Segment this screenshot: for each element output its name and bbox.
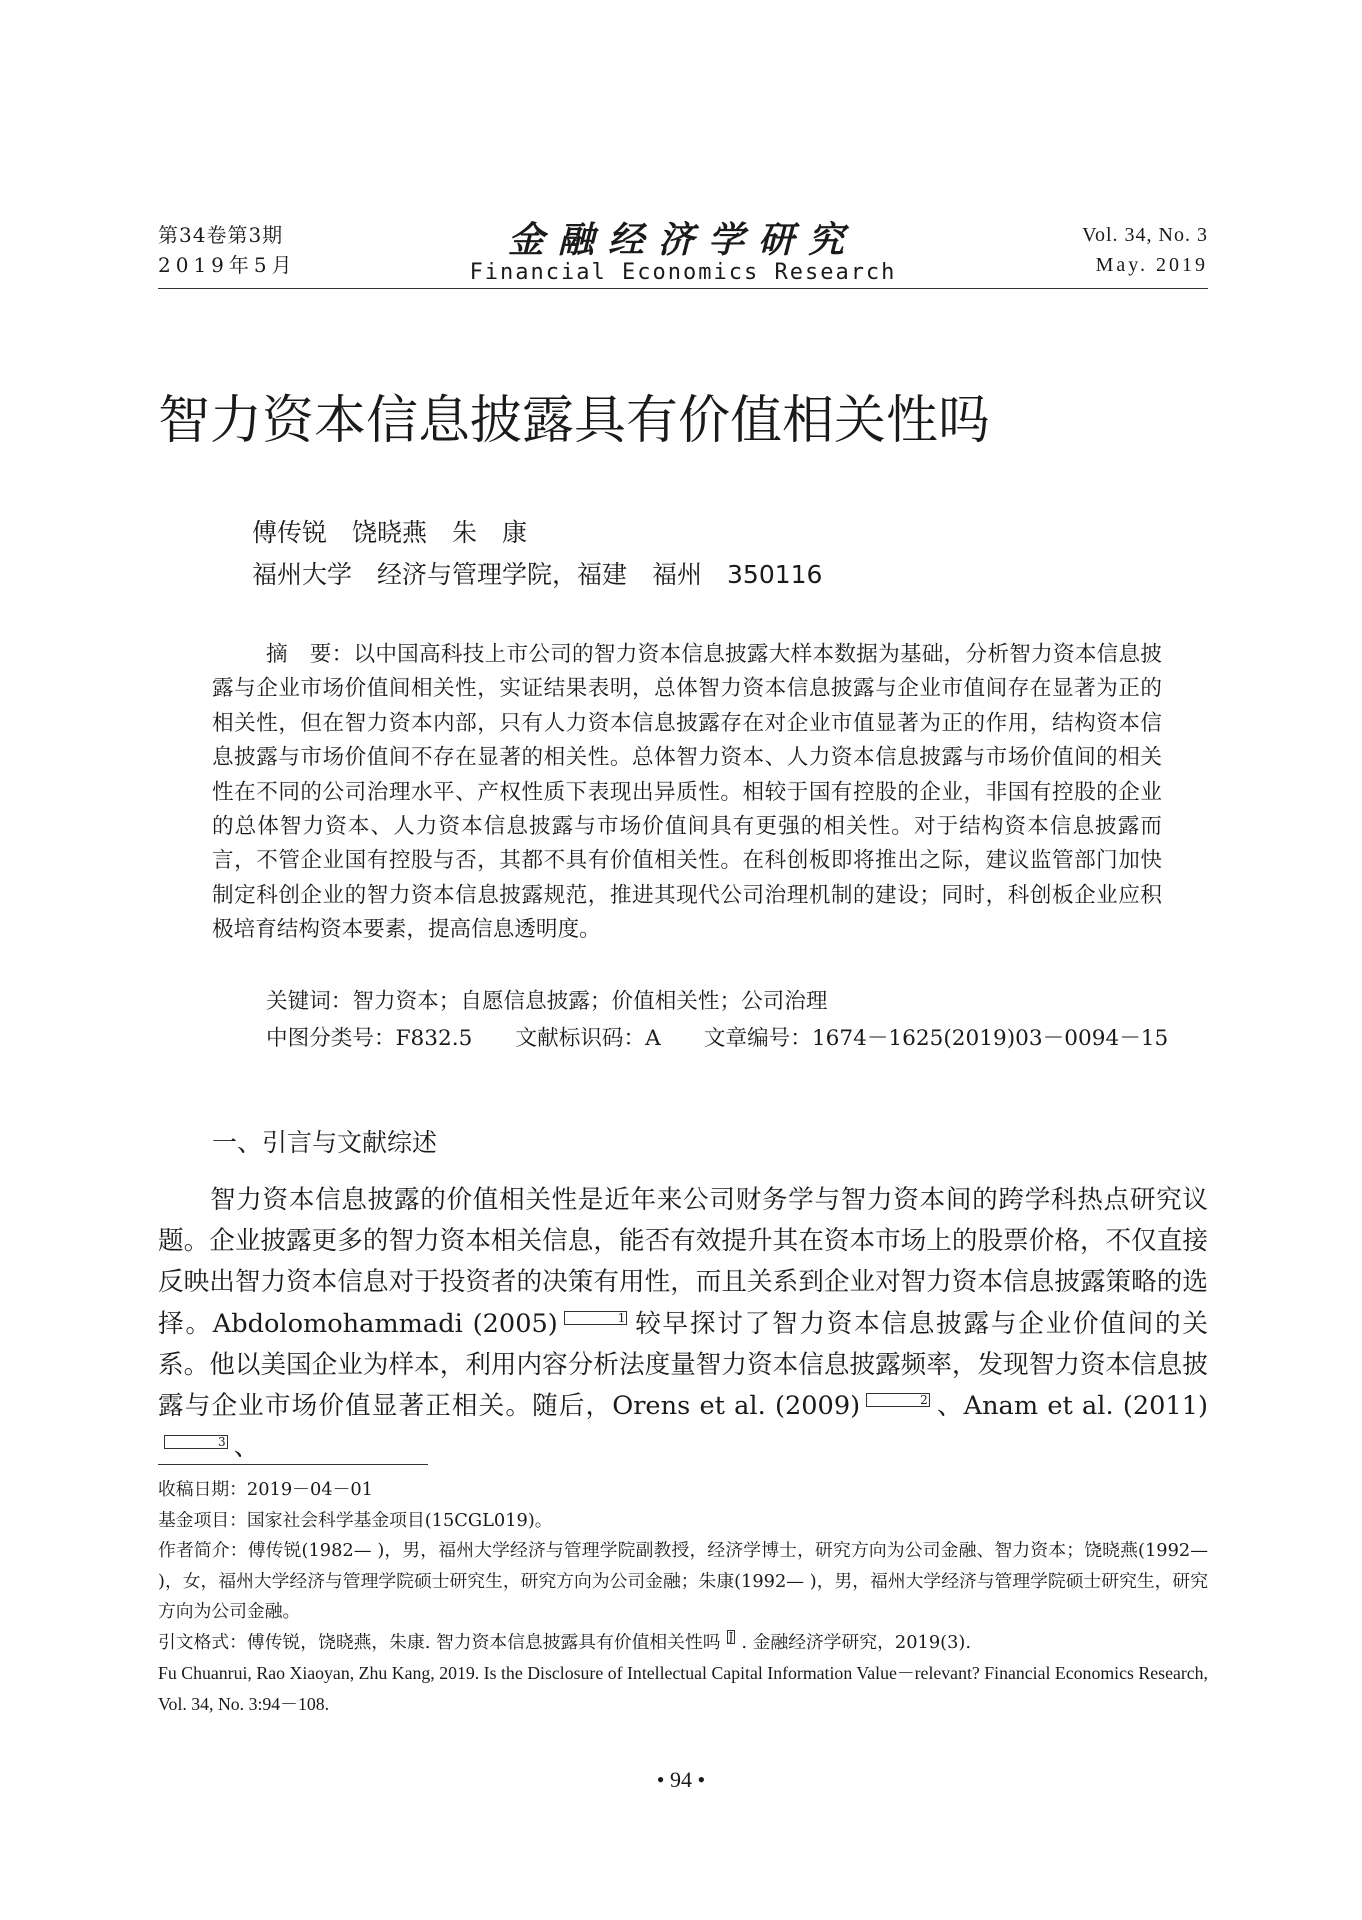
abstract-text: 以中国高科技上市公司的智力资本信息披露大样本数据为基础，分析智力资本信息披露与企业市场价值间相关性，实证结果表明，总体智力资本信息披露与企业市值间存在显著为正的相关性，但在智力资本内部，只有人力资本信息披露存在对企业市值显著为正的作用，结构资本信息披露与市场价值间不存在显著的相关性。总体智力资本、人力资本信息披露与市场价值间的相关性在不同的公司治理水平、产权性质下表现出异质性。相较于国有控股的企业，非国有控股的企业的总体智力资本、人力资本信息披露与市场价值间具有更强的相关性。对于结构资本信息披露而言，不管企业国有控股与否，其都不具有价值相关性。在科创板即将推出之际，建议监管部门加快制定科创企业的智力资本信息披露规范，推进其现代公司治理机制的建设；同时，科创板企业应积极培育结构资本要素，提高信息透明度。 bbox=[212, 642, 1162, 943]
date-en: May. 2019 bbox=[1095, 254, 1208, 276]
date-cn: 2019年5月 bbox=[158, 253, 297, 277]
abstract bbox=[212, 638, 1162, 948]
footnote-fund: 基金项目：国家社会科学基金项目(15CGL019)。 bbox=[158, 1509, 553, 1531]
body-paragraph bbox=[158, 1180, 1208, 1468]
classification-info: 中图分类号：F832.5 文献标识码：A 文章编号：1674－1625(2019)03－0094－15 bbox=[266, 1026, 1169, 1051]
footnotes bbox=[158, 1475, 1208, 1719]
citation-cn-text: 引文格式：傅传锐，饶晓燕，朱康. 智力资本信息披露具有价值相关性吗 bbox=[158, 1631, 721, 1653]
affiliation: 福州大学 经济与管理学院，福建 福州 350116 bbox=[252, 560, 823, 589]
paragraph-text-1: 智力资本信息披露的价值相关性是近年来公司财务学与智力资本间的跨学科热点研究议题。企业披露更多的智力资本相关信息，能否有效提升其在资本市场上的股票价格，不仅直接反映出智力资本信息对于投资者的决策有用性，而且关系到企业对智力资本信息披露策略的选择。Abdolomohammadi (2005) bbox=[158, 1185, 1208, 1339]
abstract-label: 摘 要： bbox=[266, 642, 354, 667]
volume-issue-cn: 第34卷第3期 bbox=[158, 223, 284, 247]
reference-mark-1[interactable]: 1 bbox=[564, 1311, 628, 1325]
reference-mark-2[interactable]: 2 bbox=[866, 1393, 930, 1407]
header-right bbox=[1082, 220, 1208, 280]
footnote-bio: 作者简介：傅传锐(1982— )，男，福州大学经济与管理学院副教授，经济学博士，研究方向为公司金融、智力资本；饶晓燕(1992— )，女，福州大学经济与管理学院硕士研究生，研究方向为公司金融；朱康(1992— )，男，福州大学经济与管理学院硕士研究生，研究方向为公司金融。 bbox=[158, 1540, 1208, 1622]
footnote-citation-en: Fu Chuanrui, Rao Xiaoyan, Zhu Kang, 2019. Is the Disclosure of Intellectual Capital Information Value－relevant? Financial Economics Research, Vol. 34, No. 3:94－108. bbox=[158, 1663, 1208, 1714]
paragraph-text-4: 、 bbox=[233, 1432, 260, 1463]
journal-header bbox=[158, 220, 1208, 289]
journal-name bbox=[158, 220, 1208, 286]
citation-type-mark: J bbox=[728, 1629, 734, 1644]
paragraph-text-3: 、Anam et al. (2011) bbox=[935, 1391, 1208, 1422]
page-number: • 94 • bbox=[656, 1767, 706, 1792]
volume-issue-en: Vol. 34, No. 3 bbox=[1082, 224, 1208, 246]
paragraph-text-2: 较早探讨了智力资本信息披露与企业价值间的关系。他以美国企业为样本，利用内容分析法度量智力资本信息披露频率，发现智力资本信息披露与企业市场价值显著正相关。随后，Orens et al. (2009) bbox=[158, 1308, 1208, 1422]
journal-name-en: Financial Economics Research bbox=[469, 260, 897, 285]
section-heading: 一、引言与文献综述 bbox=[212, 1128, 438, 1157]
footnote-citation-cn bbox=[158, 1628, 1208, 1659]
citation-cn-source: . 金融经济学研究，2019(3). bbox=[741, 1631, 971, 1653]
keywords: 关键词：智力资本；自愿信息披露；价值相关性；公司治理 bbox=[266, 989, 828, 1014]
journal-name-cn: 金融经济学研究 bbox=[507, 219, 858, 261]
footnote-divider bbox=[158, 1464, 428, 1465]
article-title: 智力资本信息披露具有价值相关性吗 bbox=[158, 391, 991, 451]
footnote-received: 收稿日期：2019－04－01 bbox=[158, 1479, 373, 1500]
author-list: 傅传锐 饶晓燕 朱 康 bbox=[252, 518, 528, 547]
reference-mark-3[interactable]: 3 bbox=[164, 1435, 228, 1449]
